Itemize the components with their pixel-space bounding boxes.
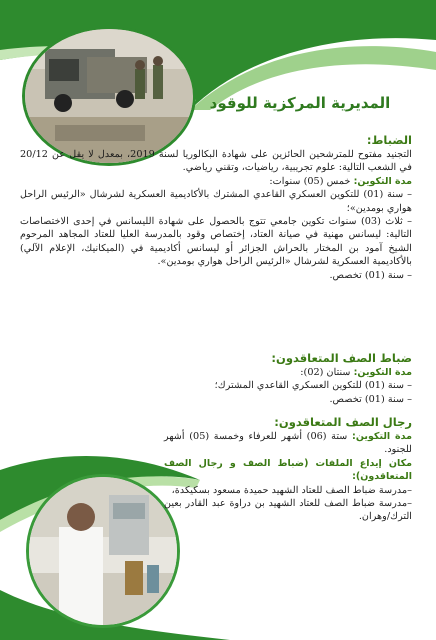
officers-item: – سنة (01) تخصص. xyxy=(329,269,412,281)
officers-duration xyxy=(20,175,412,188)
deposit-location-label: مكان إيداع الملفات (ضباط الصف و رجال الصف المتعاقدون): xyxy=(164,457,412,483)
officers-section xyxy=(20,132,412,282)
officers-item: – سنة (01) للتكوين العسكري القاعدي المشترك بالأكاديمية العسكرية لشرشال «الرئيس الراحل هواري بومدين»؛ xyxy=(20,189,412,214)
nco-item: – سنة (01) للتكوين العسكري القاعدي المشترك؛ xyxy=(214,380,412,392)
soldiers-duration-label: مدة التكوين: xyxy=(352,431,412,442)
nco-heading: ضباط الصف المتعاقدون: xyxy=(271,351,412,365)
page-title: المديرية المركزية للوقود xyxy=(209,94,391,112)
soldiers-heading: رجال الصف المتعاقدون: xyxy=(274,415,412,429)
officers-item: – ثلاث (03) سنوات تكوين جامعي تتوج بالحصول على شهادة الليسانس في إحدى الاختصاصات التالية: ليسانس مهنية في صيانة العتاد، إختصاص وقود بالمدرسة العليا للعتاد المجاهد المرحوم الشيخ آمود بن المختار بالحراش الجزائر أو ليسانس أكاديمية في (الميكانيك، الإعلام الآلي) بالأكاديمية العسكرية لشرشال «الرئيس الراحل هواري بومدين». xyxy=(20,216,412,268)
officers-intro: التجنيد مفتوح للمترشحين الحائزين على شهادة البكالوريا لسنة 2019، بمعدل لا يقل عن 20/12 في الشعب التالية: علوم تجريبية، رياضيات، وتقني رياضي. xyxy=(20,149,412,174)
soldiers-duration-value: ستة (06) أشهر للعرفاء وخمسة (05) أشهر للجنود. xyxy=(164,431,412,456)
laboratory-photo xyxy=(26,474,180,628)
officers-duration-label: مدة التكوين: xyxy=(353,175,412,187)
nco-duration-value: سنتان (02): xyxy=(300,367,354,378)
officers-heading: الضباط: xyxy=(366,133,412,147)
officers-duration-value: خمس (05) سنوات: xyxy=(269,175,354,187)
deposit-location-item: –مدرسة ضباط الصف للعتاد الشهيد بن دراوة عبد القادر بعين الترك/وهران. xyxy=(164,498,412,523)
nco-section xyxy=(20,350,412,406)
nco-duration xyxy=(20,366,412,379)
deposit-location-item: –مدرسة ضباط الصف للعتاد الشهيد حميدة مسعود بسكيكدة، xyxy=(171,484,412,496)
soldiers-section xyxy=(164,414,412,524)
nco-item: – سنة (01) تخصص. xyxy=(329,393,412,405)
soldiers-duration xyxy=(164,430,412,457)
nco-duration-label: مدة التكوين: xyxy=(353,367,412,378)
